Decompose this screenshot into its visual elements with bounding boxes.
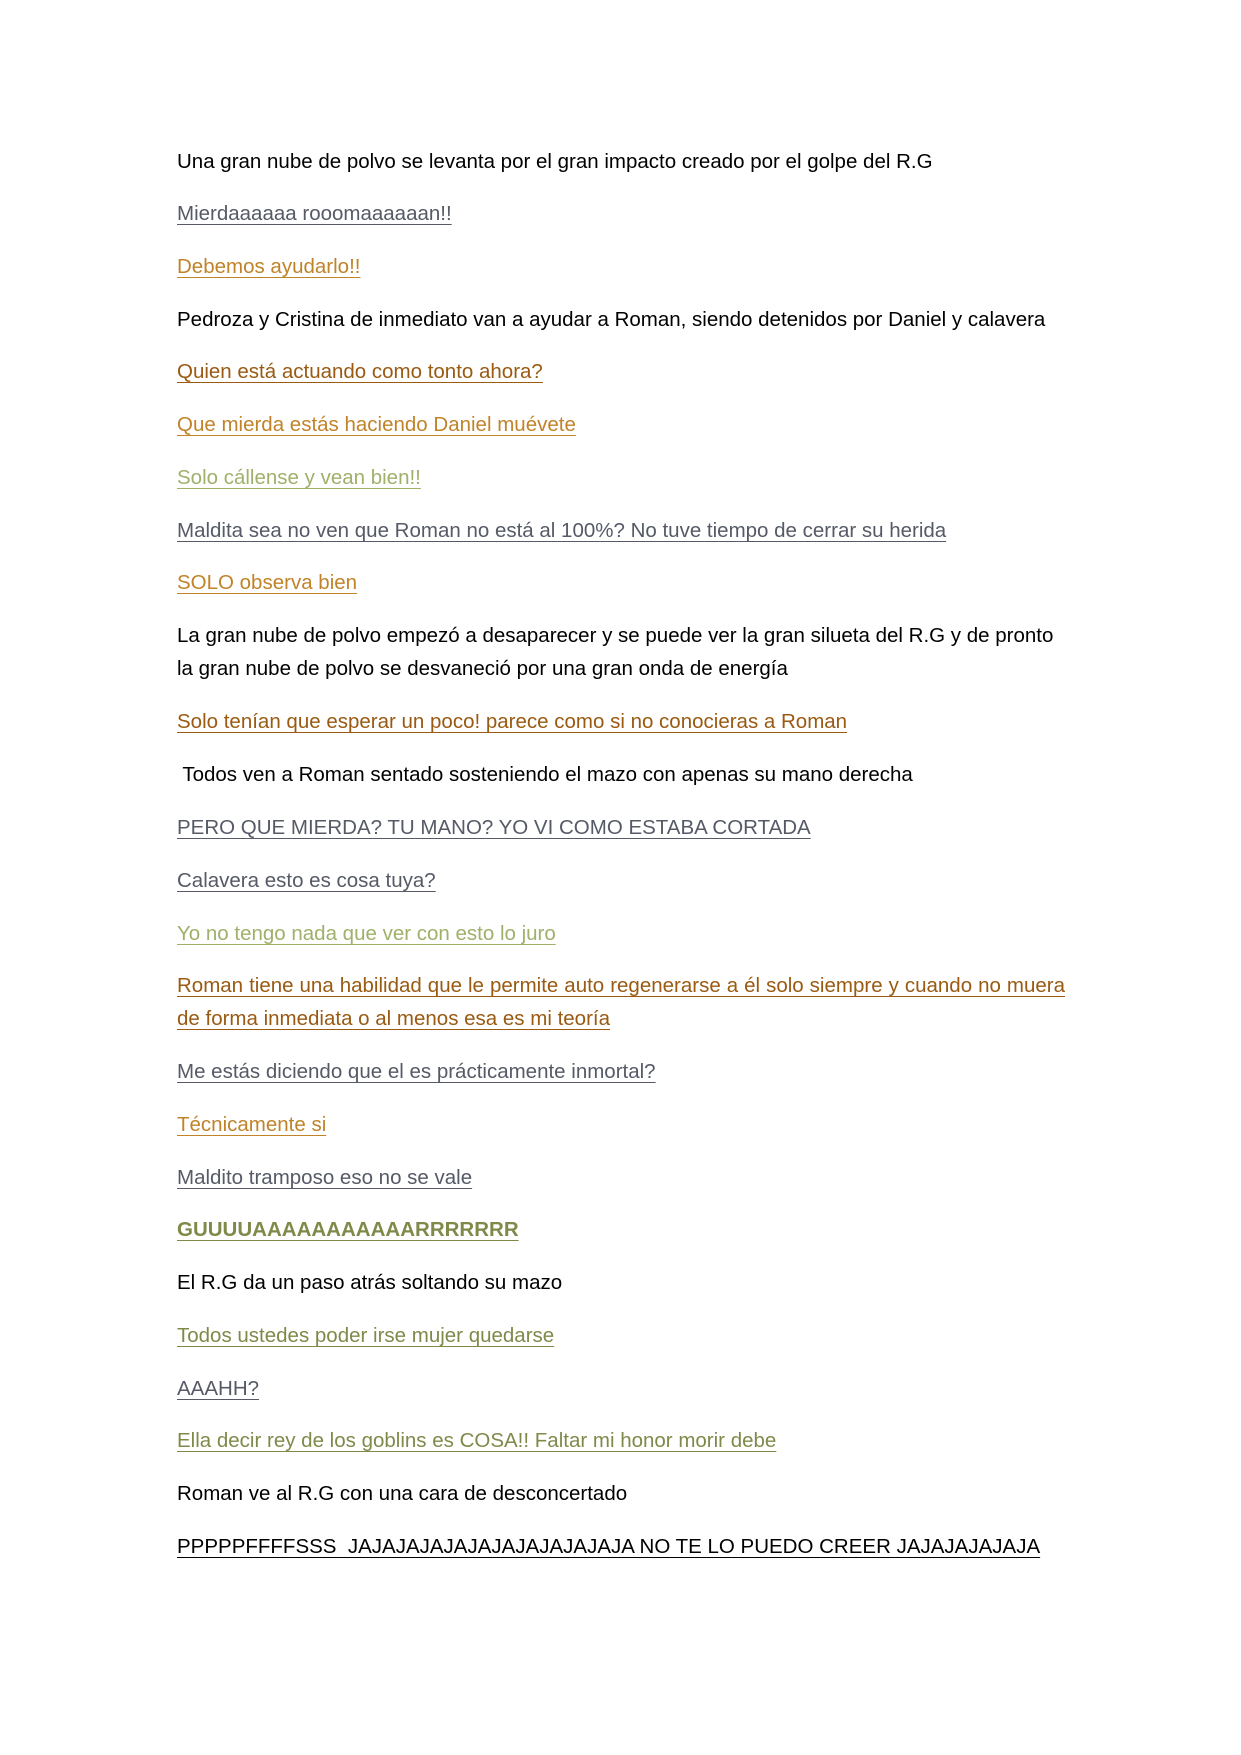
dialogue-line: Solo tenían que esperar un poco! parece como si no conocieras a Roman [177, 710, 848, 733]
dialogue-line: PPPPPFFFFSSS JAJAJAJAJAJAJAJAJAJAJAJA NO TE LO PUEDO CREER JAJAJAJAJAJA [177, 1535, 1041, 1558]
dialogue-paragraph: Roman tiene una habilidad que le permite auto regenerarse a él solo siempre y cuando no muera de forma inmediata o al menos esa es mi teoría [177, 974, 1065, 1030]
dialogue-line: Calavera esto es cosa tuya? [177, 869, 436, 892]
narration-paragraph: La gran nube de polvo empezó a desaparecer y se puede ver la gran silueta del R.G y de pronto la gran nube de polvo se desvaneció por una gran onda de energía [177, 624, 1054, 680]
dialogue-line: Todos ustedes poder irse mujer quedarse [177, 1324, 555, 1347]
dialogue-line: Yo no tengo nada que ver con esto lo juro [177, 922, 556, 945]
dialogue-line: Mierdaaaaaa rooomaaaaaan!! [177, 202, 452, 225]
dialogue-line: Quien está actuando como tonto ahora? [177, 360, 543, 383]
dialogue-line: Me estás diciendo que el es prácticamente inmortal? [177, 1060, 656, 1083]
dialogue-line: GUUUUAAAAAAAAAAARRRRRRR [177, 1218, 519, 1241]
dialogue-line: Solo cállense y vean bien!! [177, 466, 421, 489]
dialogue-line: Maldita sea no ven que Roman no está al 100%? No tuve tiempo de cerrar su herida [177, 519, 947, 542]
narration-line: Roman ve al R.G con una cara de desconcertado [177, 1482, 628, 1505]
dialogue-line: Técnicamente si [177, 1113, 327, 1136]
dialogue-line: PERO QUE MIERDA? TU MANO? YO VI COMO ESTABA CORTADA [177, 816, 811, 839]
narration-line: Pedroza y Cristina de inmediato van a ayudar a Roman, siendo detenidos por Daniel y calavera [177, 308, 1046, 331]
dialogue-line: Debemos ayudarlo!! [177, 255, 361, 278]
dialogue-line: Ella decir rey de los goblins es COSA!! Faltar mi honor morir debe [177, 1429, 777, 1452]
narration-line: Una gran nube de polvo se levanta por el gran impacto creado por el golpe del R.G [177, 150, 933, 173]
dialogue-line: AAAHH? [177, 1377, 260, 1400]
narration-line: El R.G da un paso atrás soltando su mazo [177, 1271, 563, 1294]
dialogue-line: Que mierda estás haciendo Daniel muévete [177, 413, 576, 436]
dialogue-line: SOLO observa bien [177, 571, 358, 594]
dialogue-line: Maldito tramposo eso no se vale [177, 1166, 473, 1189]
narration-line: Todos ven a Roman sentado sosteniendo el mazo con apenas su mano derecha [177, 763, 913, 786]
